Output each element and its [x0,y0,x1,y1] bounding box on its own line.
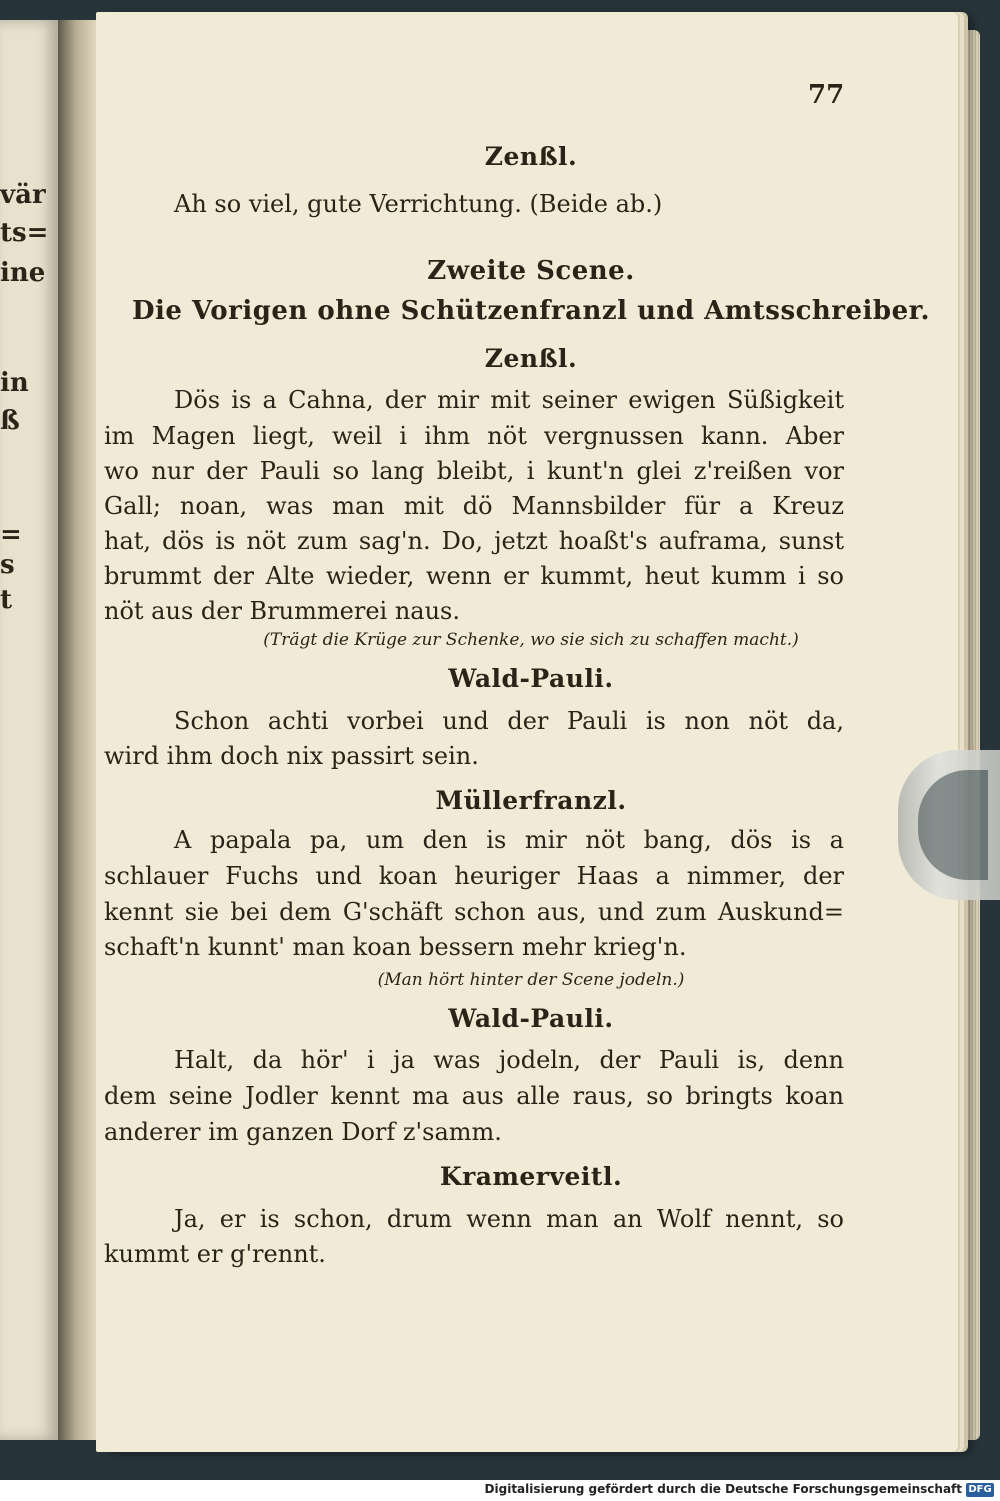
page-clip [898,750,1000,900]
dialogue-line: Ja, er is schon, drum wenn man an Wolf nennt, so [174,1205,844,1233]
left-page-text: vär [0,180,46,210]
left-page-text: = [0,520,22,550]
dialogue-line: kennt sie bei dem G'schäft schon aus, und zum Auskund= [104,898,844,926]
footer-bar [0,1480,1000,1501]
dialogue-line: Schon achti vorbei und der Pauli is non nöt da, [174,707,844,735]
dialogue-line: brummt der Alte wieder, wenn er kummt, heut kumm i so [104,562,844,590]
speaker-name: Wald-Pauli. [448,664,614,693]
dialogue-line: Ah so viel, gute Verrichtung. (Beide ab.) [174,190,663,218]
scene-heading: Zweite Scene. [427,256,635,286]
dfg-logo: DFG [966,1483,994,1497]
book-gutter [58,20,98,1440]
left-page-fragment [0,20,58,1440]
speaker-name: Zenßl. [484,344,578,373]
left-page-text: ts= [0,218,49,248]
dialogue-line: nöt aus der Brummerei naus. [104,597,460,625]
dialogue-line: im Magen liegt, weil i ihm nöt vergnussen kann. Aber [104,422,844,450]
dialogue-line: wird ihm doch nix passirt sein. [104,742,479,770]
dialogue-line: wo nur der Pauli so lang bleibt, i kunt'n glei z'reißen vor [104,457,844,485]
stage-direction: (Man hört hinter der Scene jodeln.) [377,970,685,990]
speaker-name: Kramerveitl. [439,1162,623,1191]
left-page-text: s [0,550,15,580]
footer-credit: Digitalisierung gefördert durch die Deutsche Forschungsgemeinschaft [484,1482,962,1496]
dialogue-line: Gall; noan, was man mit dö Mannsbilder für a Kreuz [104,492,844,520]
scene-cast-heading: Die Vorigen ohne Schützenfranzl und Amtsschreiber. [131,296,931,326]
dialogue-line: anderer im ganzen Dorf z'samm. [104,1118,502,1146]
left-page-text: ß [0,406,20,436]
dialogue-line: Halt, da hör' i ja was jodeln, der Pauli is, denn [174,1046,844,1074]
left-page-text: t [0,585,13,615]
dialogue-line: hat, dös is nöt zum sag'n. Do, jetzt hoaßt's auframa, sunst [104,527,844,555]
left-page-text: in [0,368,29,398]
page-number: 77 [808,80,845,110]
left-page-text: ine [0,258,46,288]
stage-direction: (Trägt die Krüge zur Schenke, wo sie sich zu schaffen macht.) [263,630,799,650]
dialogue-line: Dös is a Cahna, der mir mit seiner ewigen Süßigkeit [174,386,844,414]
dialogue-line: kummt er g'rennt. [104,1240,326,1268]
dialogue-line: dem seine Jodler kennt ma aus alle raus, so bringts koan [104,1082,844,1110]
page-edges [958,30,980,1440]
speaker-name: Zenßl. [484,142,578,171]
speaker-name: Müllerfranzl. [435,786,627,815]
dialogue-line: A papala pa, um den is mir nöt bang, dös is a [174,826,844,854]
dialogue-line: schlauer Fuchs und koan heuriger Haas a nimmer, der [104,862,844,890]
speaker-name: Wald-Pauli. [448,1004,614,1033]
dialogue-line: schaft'n kunnt' man koan bessern mehr krieg'n. [104,933,687,961]
